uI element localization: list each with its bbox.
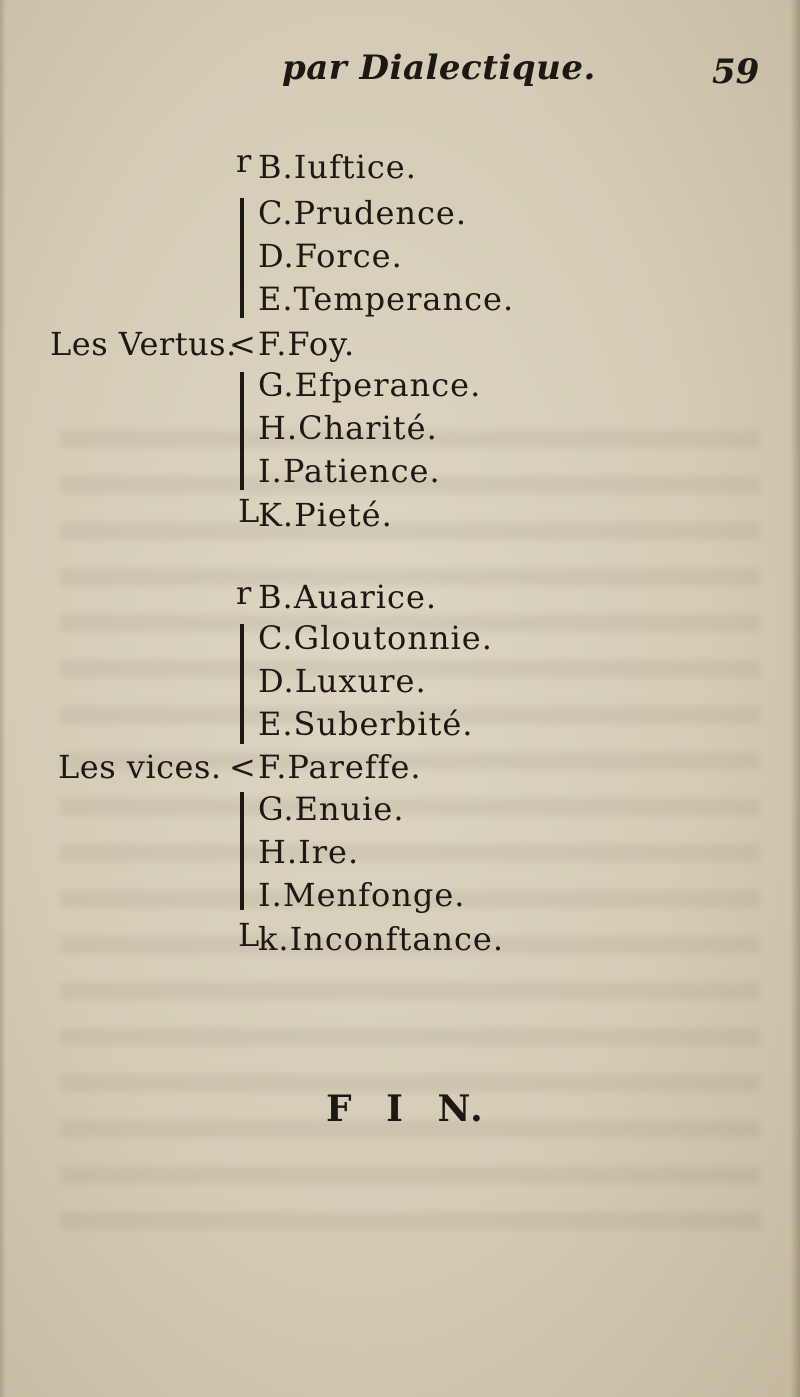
list-item: K.Pieté.	[258, 496, 393, 534]
list-item: I.Patience.	[258, 452, 441, 490]
list-item: H.Charité.	[258, 409, 438, 447]
list-item: D.Force.	[258, 237, 403, 275]
page-edge-right	[790, 0, 800, 1397]
brace-bottom-hook: L	[238, 492, 260, 530]
brace-bar-lower	[240, 372, 244, 490]
list-item: B.Auarice.	[258, 578, 438, 616]
list-item: D.Luxure.	[258, 662, 427, 700]
list-item: C.Prudence.	[258, 194, 468, 232]
brace-point: <	[229, 325, 256, 363]
group-label-virtues: Les Vertus.	[50, 325, 237, 363]
end-mark: F I N.	[326, 1088, 485, 1130]
page-edge-left	[0, 0, 6, 1397]
list-item: G.Enuie.	[258, 790, 405, 828]
brace-bar-upper	[240, 624, 244, 744]
running-head: par Dialectique.	[282, 48, 596, 88]
list-item: G.Efperance.	[258, 366, 482, 404]
brace-top-hook: r	[236, 574, 252, 612]
list-item: F.Pareffe.	[258, 748, 422, 786]
brace-bottom-hook: L	[238, 916, 260, 954]
page-number: 59	[712, 52, 760, 92]
list-item: k.Inconftance.	[258, 920, 505, 958]
brace-bar-lower	[240, 792, 244, 910]
brace-top-hook: r	[236, 142, 252, 180]
list-item: H.Ire.	[258, 833, 360, 871]
list-item: E.Temperance.	[258, 280, 515, 318]
list-item: B.Iuftice.	[258, 148, 417, 186]
group-label-vices: Les vices.	[58, 748, 222, 786]
list-item: C.Gloutonnie.	[258, 619, 493, 657]
brace-point: <	[229, 748, 256, 786]
list-item: F.Foy.	[258, 325, 356, 363]
list-item: E.Suberbité.	[258, 705, 474, 743]
brace-bar-upper	[240, 198, 244, 318]
list-item: I.Menfonge.	[258, 876, 466, 914]
